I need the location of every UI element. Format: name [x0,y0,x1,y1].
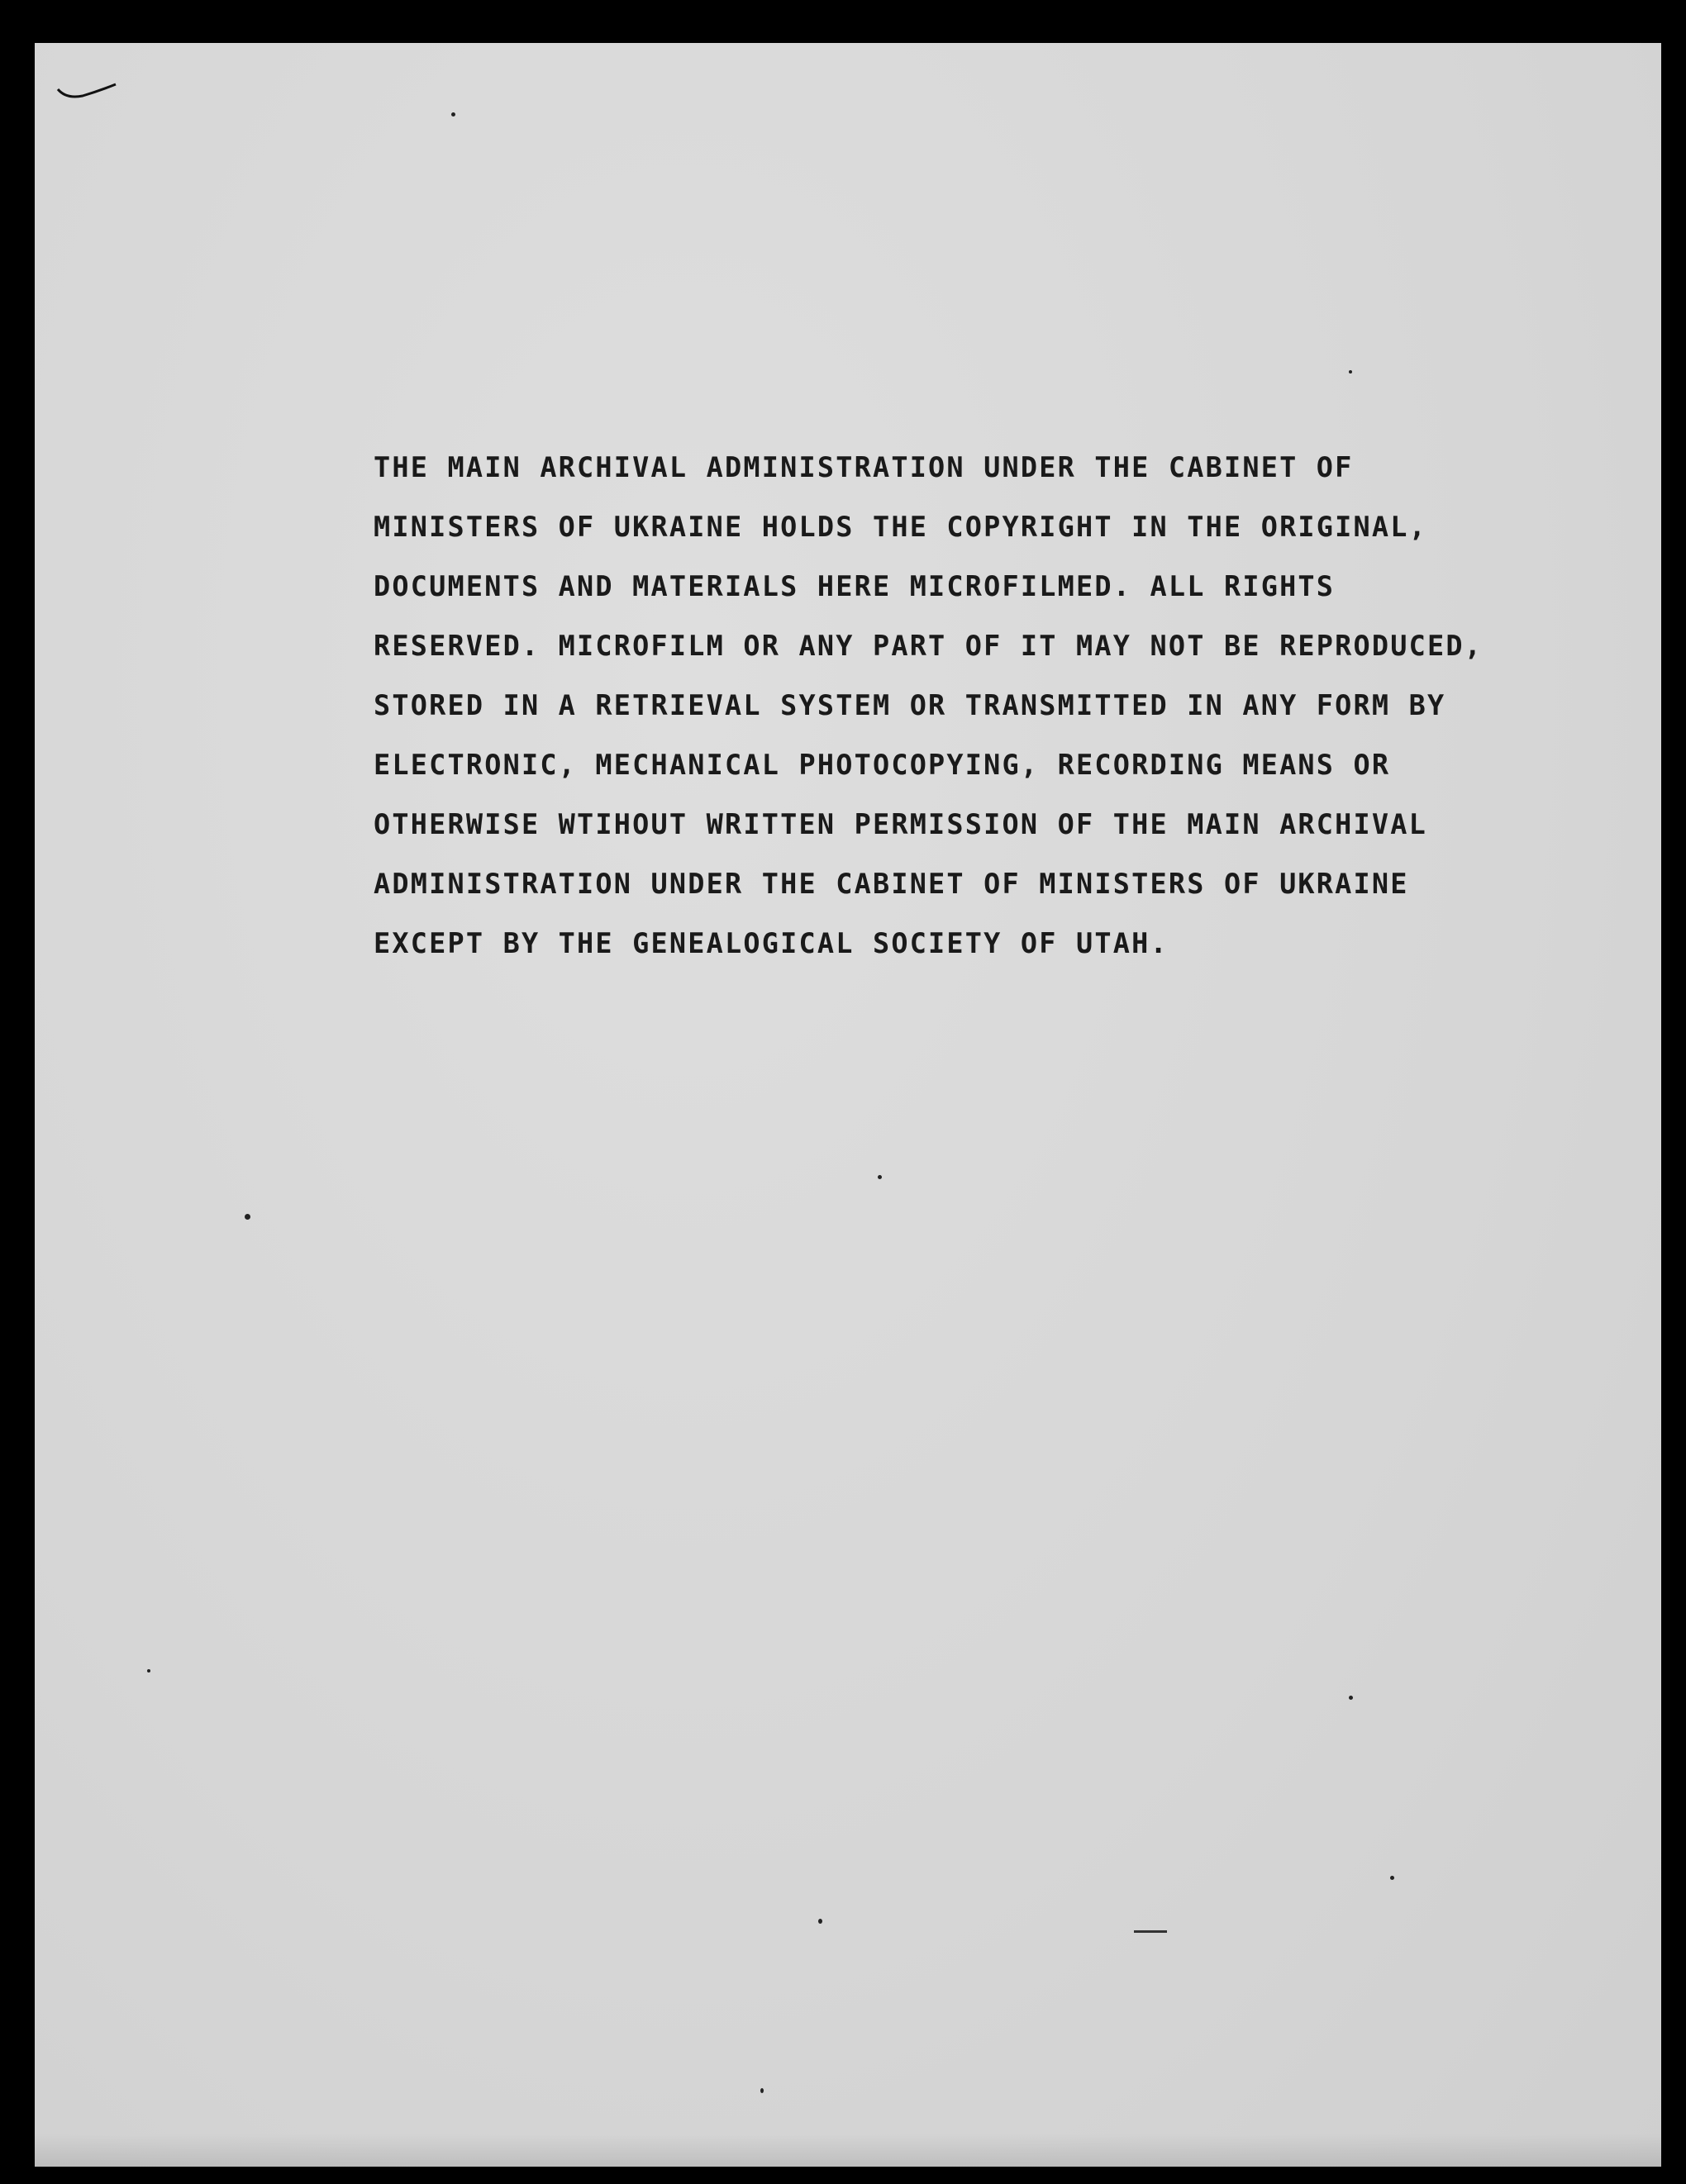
microfilm-page [35,43,1661,2167]
film-speck [147,1669,150,1672]
film-speck [1390,1876,1394,1880]
film-speck [878,1175,882,1179]
notice-line: ELECTRONIC, MECHANICAL PHOTOCOPYING, RECORDING MEANS OR [374,749,1391,781]
film-speck [451,112,455,117]
film-speck [760,2088,764,2093]
notice-line: RESERVED. MICROFILM OR ANY PART OF IT MAY NOT BE REPRODUCED, [374,630,1484,662]
notice-line: EXCEPT BY THE GENEALOGICAL SOCIETY OF UTAH. [374,927,1169,959]
film-speck [1349,1696,1353,1700]
copyright-notice [374,438,1564,973]
film-speck [818,1919,822,1924]
film-speck [1349,370,1352,374]
notice-line: THE MAIN ARCHIVAL ADMINISTRATION UNDER THE CABINET OF [374,451,1354,483]
notice-line: DOCUMENTS AND MATERIALS HERE MICROFILMED. ALL RIGHTS [374,570,1336,602]
notice-line: STORED IN A RETRIEVAL SYSTEM OR TRANSMITTED IN ANY FORM BY [374,689,1446,721]
film-scratch [1134,1930,1167,1933]
film-speck [245,1214,250,1220]
notice-line: ADMINISTRATION UNDER THE CABINET OF MINISTERS OF UKRAINE [374,868,1409,900]
handwritten-check-mark [50,78,124,111]
notice-line: MINISTERS OF UKRAINE HOLDS THE COPYRIGHT IN THE ORIGINAL, [374,511,1428,543]
notice-line: OTHERWISE WTIHOUT WRITTEN PERMISSION OF THE MAIN ARCHIVAL [374,808,1428,840]
